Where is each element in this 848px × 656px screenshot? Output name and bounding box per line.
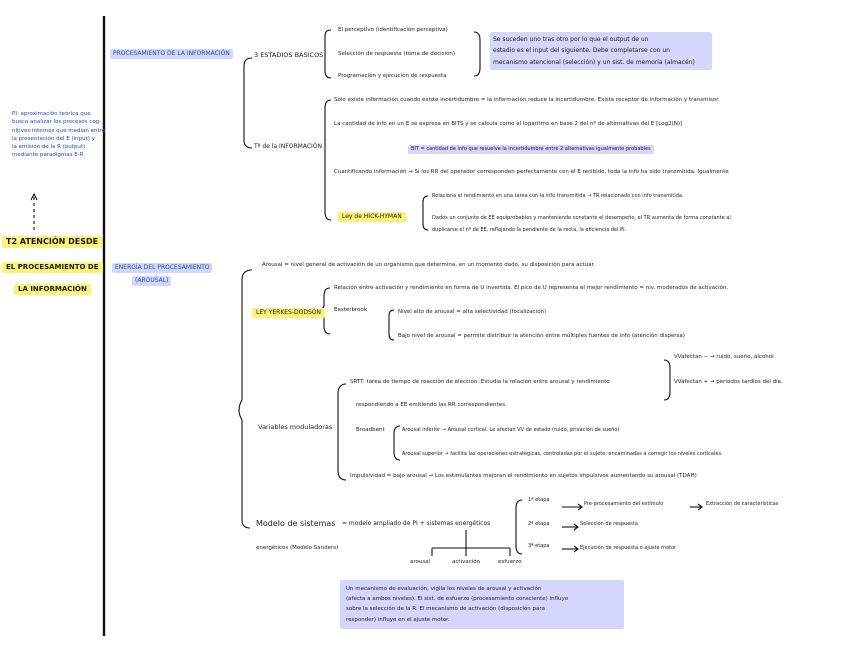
hick-item: Relaciona el rendimiento en una tarea con la info transmitida → TR relacionado con info transmitida.: [432, 193, 684, 199]
stage-number: 3ª etapa: [528, 543, 550, 549]
triad-arousal: arousal: [410, 559, 431, 565]
stage-desc: Ejecución de respuesta o ajuste motor: [580, 545, 677, 551]
stage-extra: Extracción de características: [706, 501, 779, 507]
section-heading-energia-sub: (AROUSAL): [132, 276, 171, 286]
teoria-label: Tª de la INFORMACIÓN: [254, 143, 323, 150]
srtt-item: respondiendo a EE emitiendo las RR correspondientes.: [356, 402, 507, 408]
estadio-item: Programación y ejecución de respuesta: [338, 73, 447, 79]
arousal-definition: Arousal = nivel general de activación de un organismo que determina, en un momento dado, su disposición para actuar.: [262, 262, 596, 268]
hick-item: duplicarse el nº de EE, reflejando la pendiente de la recta, la eficiencia del PI.: [432, 227, 627, 233]
stage-number: 1ª etapa: [528, 497, 550, 503]
easterbrook-label: Easterbrook: [334, 307, 368, 313]
bit-definition: BIT = cantidad de info que resuelve la incertidumbre entre 2 alternativas igualmente probables: [408, 145, 654, 154]
easterbrook-item: Bajo nivel de arousal = permite distribuir la atención entre múltiples fuentes de info (atención dispersa): [398, 333, 685, 339]
note-line: Un mecanismo de evaluación, vigila los niveles de arousal y activación: [346, 586, 542, 592]
teoria-item: Solo existe información cuando existe incertidumbre = la información reduce la incertidumbre. Existe receptor de información y transmisor.: [334, 97, 720, 103]
modelo-definition: = modelo ampliado de PI + sistemas energéticos: [342, 520, 491, 527]
estadios-label: 3 ESTADIOS BÁSICOS: [254, 51, 324, 59]
broadbent-item: Arousal superior → facilita las operaciones estratégicas, controladas por el sujeto, encaminadas a corregir los niveles corticales.: [402, 451, 723, 457]
easterbrook-item: Nivel alto de arousal = alta selectividad (focalización): [398, 309, 547, 315]
modelo-label-sub: energéticos (Modelo Sanders): [256, 545, 339, 551]
stage-number: 2ª etapa: [528, 521, 550, 527]
modelo-label: Modelo de sistemas: [256, 519, 336, 528]
yerkes-item: Relación entre activación y rendimiento en forma de U invertida. El pico de U representa el mejor rendimiento = niv. moderados de activación.: [334, 285, 729, 291]
note-line: sobre la selección de la R. El mecanismo de activación (disposición para: [346, 606, 546, 613]
triad-esfuerzo: esfuerzo: [498, 559, 522, 565]
section-heading-energia: ENERGÍA DEL PROCESAMIENTO: [112, 263, 212, 273]
estadios-note: [490, 32, 712, 70]
modelo-note: [340, 580, 624, 629]
page-title-line3: LA INFORMACIÓN: [14, 284, 91, 295]
note-line: (afecta a ambos niveles). El sist. de esfuerzo (procesamiento consciente) influye: [346, 596, 569, 603]
impulsividad-item: Impulsividad = bajo arousal → Los estimulantes mejoran el rendimiento en sujetos impulsivos aumentando su arousal (TDAH): [350, 473, 697, 479]
pi-definition-note: [12, 110, 105, 160]
teoria-item: La cantidad de info en un E se expresa en BITS y se calcula como el logaritmo en base 2 del nº de alternativas del E [Log2(N)]: [334, 121, 683, 127]
note-line: mecanismo atencional (selección) y un sist. de memoria (almacén): [493, 58, 695, 66]
estadio-item: El perceptivo (identificación perceptiva): [338, 27, 448, 33]
note-line: Se suceden uno tras otro por lo que el output de un: [493, 36, 649, 43]
note-line: responder) influye en el ajuste motor.: [346, 616, 450, 623]
page-title-line1: T2 ATENCIÓN DESDE: [2, 236, 102, 248]
note-line: PI: aproximación teórica que: [12, 111, 91, 117]
note-line: la presentación del E (input) y: [12, 135, 95, 142]
moduladoras-label: Variables moduladoras: [258, 423, 333, 431]
vv-item: VVafectan − → ruido, sueño, alcohol: [674, 354, 774, 360]
vv-item: VVafectan + → periodos tardíos del día.: [674, 379, 783, 385]
note-line: estadio es el input del siguiente. Debe completarse con un: [493, 47, 670, 55]
note-line: mediante paradigmas E-R: [12, 152, 84, 159]
broadbent-item: Arousal inferior → Arousal cortical. Le afectan VV de estado (ruido, privación de sueño): [402, 427, 620, 433]
stage-desc: Pre-procesamiento del estímulo: [584, 501, 664, 507]
page-title-line2: EL PROCESAMIENTO DE: [2, 262, 103, 273]
hick-item: Dados un conjunto de EE equiprobables y manteniendo constante el desempeño, el TR aumenta de forma constante al: [432, 215, 731, 221]
hick-hyman-label: Ley de HICK-HYMAN: [338, 212, 406, 222]
note-line: nitivos internos que median entre: [12, 127, 106, 134]
triad-activacion: activación: [452, 559, 481, 565]
note-line: la emisión de la R (output): [12, 144, 86, 150]
broadbent-label: Broadbent: [356, 427, 385, 433]
yerkes-dodson-label: LEY YERKES-DODSON: [252, 308, 325, 318]
note-line: busca analizar los procesos cog-: [12, 119, 102, 126]
stage-desc: Selección de respuesta: [580, 521, 638, 527]
estadio-item: Selección de respuesta (toma de decisión): [338, 51, 456, 57]
teoria-item: Cuantificando información → Si los RR del operador corresponden perfectamente con el E recibido, toda la info ha sido transmitida. Igualmente: [334, 169, 729, 175]
section-heading-procesamiento: PROCESAMIENTO DE LA INFORMACIÓN: [110, 49, 233, 59]
srtt-item: SRTT: tarea de tiempo de reacción de elección. Estudia la relación entre arousal y rendimiento: [350, 379, 610, 385]
